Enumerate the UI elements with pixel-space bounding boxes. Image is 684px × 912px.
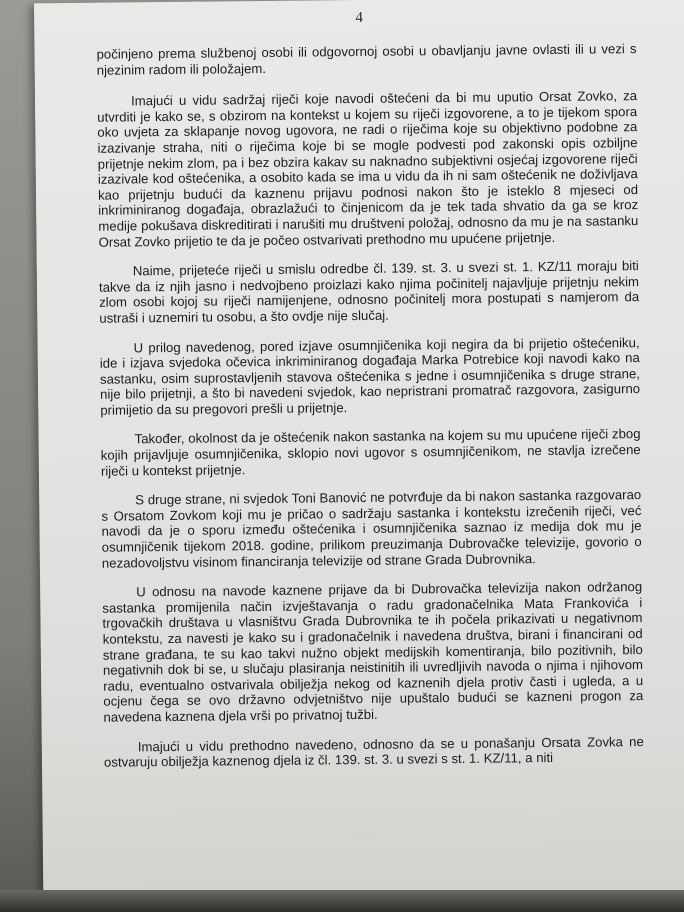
paragraph-conclusion: Imajući u vidu prethodno navedeno, odnosno da se u ponašanju Orsata Zovka ne ostvaruju obilježja kaznenog djela iz čl. 139. st. 3. u svezi s st. 1. KZ/11, a niti — [103, 733, 644, 770]
paragraph-context-analysis: Imajući u vidu sadržaj riječi koje navodi oštećeni da bi mu uputio Orsat Zovko, za utvrditi je kako se, s obzirom na kontekst u kojem su riječi izgovorene, a to je tijekom spora oko uvjeta za sklapanje novog ugovora, ne radi o riječima koje su objektivno podobne za izazivanje straha, niti o riječima koje bi se mogle podvesti pod zakonski opis ozbiljne prijetnje nekim zlom, pa i bez obzira kakav su naknadno subjektivni osjećaj izgovorene riječi izazivale kod oštećenika, a osobito kada se ima u vidu da ih ni sam oštećenik ne doživljava kao prijetnju budući da kaznenu prijavu podnosi nakon što je isteklo 8 mjeseci od inkriminiranog događaja, obrazlažući to činjenicom da je tek tada shvatio da ga se kroz medije pokušava diskreditirati i narušiti mu društveni položaj, odnosno da mu je na sastanku Orsat Zovko prijetio te da je počeo ostvarivati prethodno mu upućene prijetnje. — [97, 88, 639, 250]
page-number: 4 — [355, 9, 364, 27]
document-page — [34, 0, 684, 898]
paragraph-continuation: počinjeno prema službenoj osobi ili odgovornoj osobi u obavljanju javne ovlasti ili u vezi s njezinim radom ili položajem. — [96, 41, 637, 78]
paragraph-media-reporting: U odnosu na navode kaznene prijave da bi Dubrovačka televizija nakon održanog sastanka promijenila način izvještavanja o radu gradonačelnika Mata Frankovića i trgovačkih društava u vlasništvu Grada Dubrovnika te ih počela prikazivati u negativnom kontekstu, za navesti je kako su i gradonačelnik i navedena društva, birani i financirani od strane građana, te su kao takvi nužno objekt medijskih komentiranja, bilo pozitivnih, bilo negativnih dok bi se, u slučaju plasiranja neistinitih ili uvredljivih navoda o njima i njihovom radu, eventualno ostvarivala obilježja nekog od kaznenih djela protiv časti i ugleda, a u ocjenu čega se ovo državno odvjetništvo nije upuštalo budući se kazneni progon za navedena kaznena djela vrši po privatnoj tužbi. — [102, 579, 644, 725]
bottom-shadow — [0, 890, 684, 912]
paragraph-new-contract: Također, okolnost da je oštećenik nakon sastanka na kojem su mu upućene riječi zbog kojih prijavljuje osumnjičenika, sklopio novi ugovor s osumnjičenikom, ne stavlja izrečene riječi u kontekst prijetnje. — [100, 426, 641, 479]
paragraph-legal-definition: Naime, prijeteće riječi u smislu odredbe čl. 139. st. 3. u svezi st. 1. KZ/11 moraju biti takve da iz njih jasno i nedvojbeno proizlazi kako njima počinitelj najavljuje prijetnju nekim zlom osobi kojoj su riječi namijenjene, odnosno počinitelj mora postupati s namjerom da ustraši i uznemiri tu osobu, a što ovdje nije slučaj. — [98, 258, 640, 326]
paragraph-witness-banovic: S druge strane, ni svjedok Toni Banović ne potvrđuje da bi nakon sastanka razgovarao s Orsatom Zovkom koji mu je pričao o sadržaju sastanka i kontekstu izrečenih riječi, već navodi da je o sporu između oštećenika i osumnjičenika saznao iz medija dok mu je osumnjičenik tijekom 2018. godine, prilikom preuzimanja Dubrovačke televizije, govorio o nezadovoljstvu visinom financiranja televizije od strane Grada Dubrovnika. — [101, 487, 642, 571]
paragraph-witness-potrebica: U prilog navedenog, pored izjave osumnjičenika koji negira da bi prijetio oštećeniku, ide i izjava svjedoka očevica inkriminiranog događaja Marka Potrebice koji navodi kako na sastanku, osim suprostavljenih stavova oštećenika s jedne i osumnjičenika s druge strane, nije bilo prijetnji, a što bi navedeni svjedok, kao nepristrani promatrač razgovora, zasigurno primijetio da su pregovori prešli u prijetnje. — [99, 334, 641, 418]
document-body — [96, 41, 644, 784]
